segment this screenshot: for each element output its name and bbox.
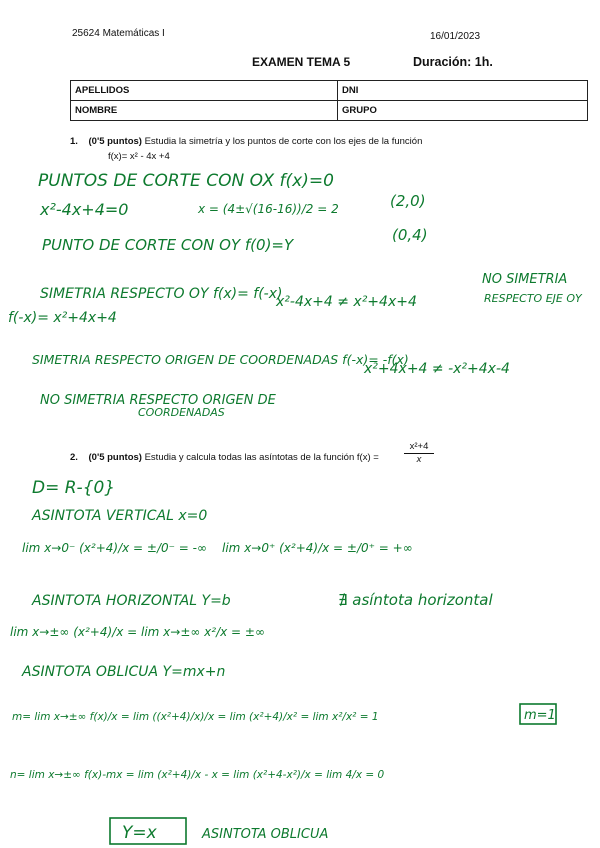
- hw-line: x²-4x+4=0: [40, 200, 129, 219]
- hw-line: RESPECTO EJE OY: [484, 292, 582, 305]
- group-field[interactable]: GRUPO: [338, 101, 588, 121]
- hw-line: SIMETRIA RESPECTO OY f(x)= f(-x): [40, 286, 283, 302]
- hw-line: Y=x: [122, 823, 157, 843]
- hw-line: f(-x)= x²+4x+4: [8, 310, 117, 326]
- hw-line: (2,0): [390, 192, 426, 210]
- hw-line: NO SIMETRIA: [482, 272, 568, 287]
- hw-line: D= R-{0}: [32, 478, 116, 498]
- hw-line: x²+4x+4 ≠ -x²+4x-4: [364, 361, 510, 377]
- hw-line: ASINTOTA OBLICUA Y=mx+n: [22, 664, 226, 680]
- hw-line: ASINTOTA HORIZONTAL Y=b: [32, 593, 231, 609]
- hw-line: n= lim x→±∞ f(x)-mx = lim (x²+4)/x - x = lim (x²+4-x²)/x = lim 4/x = 0: [10, 769, 385, 781]
- hw-line: ASINTOTA OBLICUA: [202, 827, 329, 842]
- question-2-points: (0'5 puntos): [88, 452, 142, 463]
- hw-line: lim x→0⁺ (x²+4)/x = ±/0⁺ = +∞: [222, 541, 413, 555]
- question-2-number: 2.: [70, 452, 78, 463]
- question-1-text: Estudia la simetría y los puntos de corte con los ejes de la función: [144, 136, 423, 147]
- hw-line: PUNTO DE CORTE CON OY f(0)=Y: [42, 236, 294, 254]
- hw-line: ∄ asíntota horizontal: [338, 591, 493, 609]
- hw-line: lim x→0⁻ (x²+4)/x = ±/0⁻ = -∞: [22, 541, 207, 555]
- question-2-text: Estudia y calcula todas las asíntotas de la función f(x) =: [144, 452, 379, 463]
- name-field[interactable]: NOMBRE: [71, 101, 338, 121]
- fraction-denominator: x: [416, 454, 422, 465]
- hw-line: x²-4x+4 ≠ x²+4x+4: [276, 294, 417, 310]
- hw-line: PUNTOS DE CORTE CON OX f(x)=0: [38, 171, 334, 191]
- surname-field[interactable]: APELLIDOS: [71, 81, 338, 101]
- hw-line: COORDENADAS: [138, 406, 225, 419]
- fraction-numerator: x²+4: [404, 441, 434, 454]
- hw-line: (0,4): [392, 226, 428, 244]
- exam-duration: Duración: 1h.: [413, 55, 493, 69]
- question-1-number: 1.: [70, 136, 78, 147]
- question-1-function: f(x)= x² - 4x +4: [108, 151, 170, 162]
- hw-line: NO SIMETRIA RESPECTO ORIGEN DE: [40, 393, 276, 408]
- hw-line: SIMETRIA RESPECTO ORIGEN DE COORDENADAS f(-x)= -f(x): [32, 352, 409, 367]
- exam-title: EXAMEN TEMA 5: [252, 55, 351, 69]
- hw-line: x = (4±√(16-16))/2 = 2: [198, 202, 339, 216]
- hw-line: m=1: [524, 708, 556, 723]
- dni-field[interactable]: DNI: [338, 81, 588, 101]
- course-label: 25624 Matemáticas I: [72, 28, 165, 39]
- question-1-points: (0'5 puntos): [88, 136, 142, 147]
- exam-date: 16/01/2023: [430, 31, 481, 42]
- hw-line: lim x→±∞ (x²+4)/x = lim x→±∞ x²/x = ±∞: [10, 625, 265, 639]
- hw-line: ASINTOTA VERTICAL x=0: [32, 508, 208, 524]
- hw-line: m= lim x→±∞ f(x)/x = lim ((x²+4)/x)/x = lim (x²+4)/x² = lim x²/x² = 1: [12, 711, 379, 723]
